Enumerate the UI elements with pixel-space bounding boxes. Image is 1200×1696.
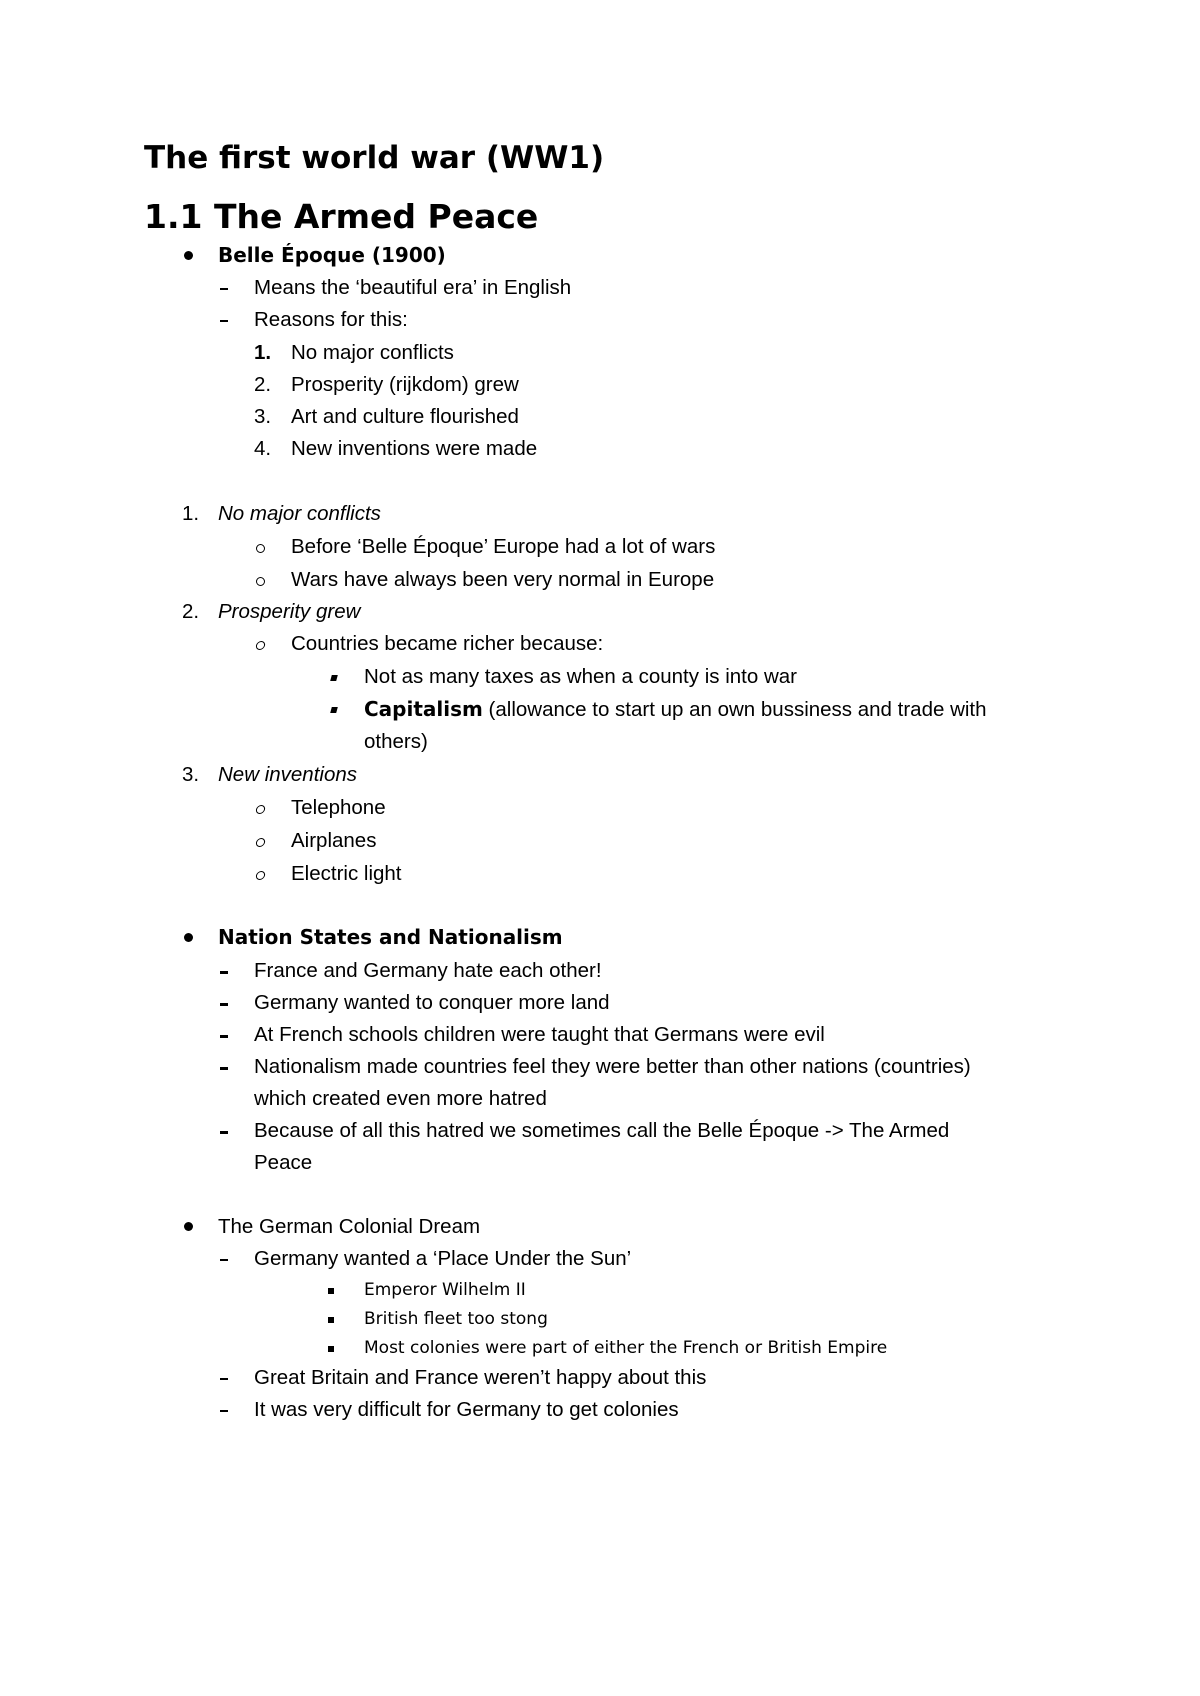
sub-item: Not as many taxes as when a county is into war (364, 665, 797, 688)
square-bullet (330, 675, 338, 681)
dash-marker (220, 1003, 228, 1006)
dash-marker (220, 1259, 228, 1261)
belle-point: Reasons for this: (254, 308, 408, 331)
reason-item: Art and culture flourished (291, 405, 519, 428)
square-bullet (328, 1346, 334, 1352)
nationalism-point: France and Germany hate each other! (254, 959, 602, 982)
detail-item: Before ‘Belle Époque’ Europe had a lot of wars (291, 535, 716, 558)
colonial-sub-item: British fleet too stong (364, 1309, 548, 1329)
belle-point: Means the ‘beautiful era’ in English (254, 276, 572, 299)
colonial-heading: The German Colonial Dream (218, 1215, 481, 1238)
dash-marker (220, 1131, 228, 1134)
reason-number: 1. (254, 341, 272, 364)
capitalism-term: Capitalism (364, 697, 483, 721)
invention-item: Airplanes (291, 829, 377, 852)
document-title: The first world war (WW1) (144, 140, 605, 176)
colonial-sub-item: Most colonies were part of either the French or British Empire (364, 1338, 888, 1358)
reason-number: 2. (254, 373, 272, 396)
colonial-point: Great Britain and France weren’t happy about this (254, 1366, 707, 1389)
detail-number: 3. (182, 763, 200, 786)
nationalism-point-cont: which created even more hatred (254, 1087, 547, 1110)
bullet-dot (184, 933, 193, 942)
circle-bullet (255, 838, 266, 847)
detail-item: Wars have always been very normal in Europe (291, 568, 715, 591)
detail-title: No major conflicts (218, 502, 381, 525)
detail-number: 1. (182, 502, 200, 525)
square-bullet (328, 1288, 334, 1294)
circle-bullet (255, 871, 266, 880)
dash-marker (220, 320, 228, 322)
section-heading: 1.1 The Armed Peace (144, 197, 539, 236)
square-bullet (330, 707, 338, 713)
reason-number: 4. (254, 437, 272, 460)
reason-number: 3. (254, 405, 272, 428)
capitalism-definition-cont: others) (364, 730, 428, 753)
colonial-point: It was very difficult for Germany to get colonies (254, 1398, 679, 1421)
circle-bullet (255, 641, 266, 650)
dash-marker (220, 1378, 228, 1380)
capitalism-line (364, 699, 987, 721)
circle-bullet (256, 577, 265, 586)
invention-item: Electric light (291, 862, 402, 885)
reason-item: Prosperity (rijkdom) grew (291, 373, 519, 396)
belle-epoque-heading: Belle Époque (1900) (218, 243, 446, 267)
dash-marker (220, 971, 228, 974)
colonial-point: Germany wanted a ‘Place Under the Sun’ (254, 1247, 632, 1270)
nationalism-point: Because of all this hatred we sometimes call the Belle Époque -> The Armed (254, 1119, 950, 1142)
detail-title: Prosperity grew (218, 600, 361, 623)
nationalism-point: At French schools children were taught that Germans were evil (254, 1023, 825, 1046)
detail-number: 2. (182, 600, 200, 623)
bullet-dot (184, 1222, 193, 1231)
nationalism-point-cont: Peace (254, 1151, 313, 1174)
circle-bullet (256, 544, 265, 553)
invention-item: Telephone (291, 796, 386, 819)
dash-marker (220, 288, 228, 290)
detail-title: New inventions (218, 763, 358, 786)
capitalism-definition: (allowance to start up an own bussiness and trade with (482, 698, 987, 721)
colonial-sub-item: Emperor Wilhelm II (364, 1280, 526, 1300)
nationalism-point: Nationalism made countries feel they were better than other nations (countries) (254, 1055, 971, 1078)
nationalism-heading: Nation States and Nationalism (218, 925, 563, 949)
circle-bullet (255, 805, 266, 814)
dash-marker (220, 1035, 228, 1038)
dash-marker (220, 1410, 228, 1412)
nationalism-point: Germany wanted to conquer more land (254, 991, 610, 1014)
dash-marker (220, 1067, 228, 1070)
detail-item: Countries became richer because: (291, 632, 604, 655)
bullet-dot (184, 251, 193, 260)
square-bullet (328, 1317, 334, 1323)
reason-item: New inventions were made (291, 437, 538, 460)
reason-item: No major conflicts (291, 341, 454, 364)
